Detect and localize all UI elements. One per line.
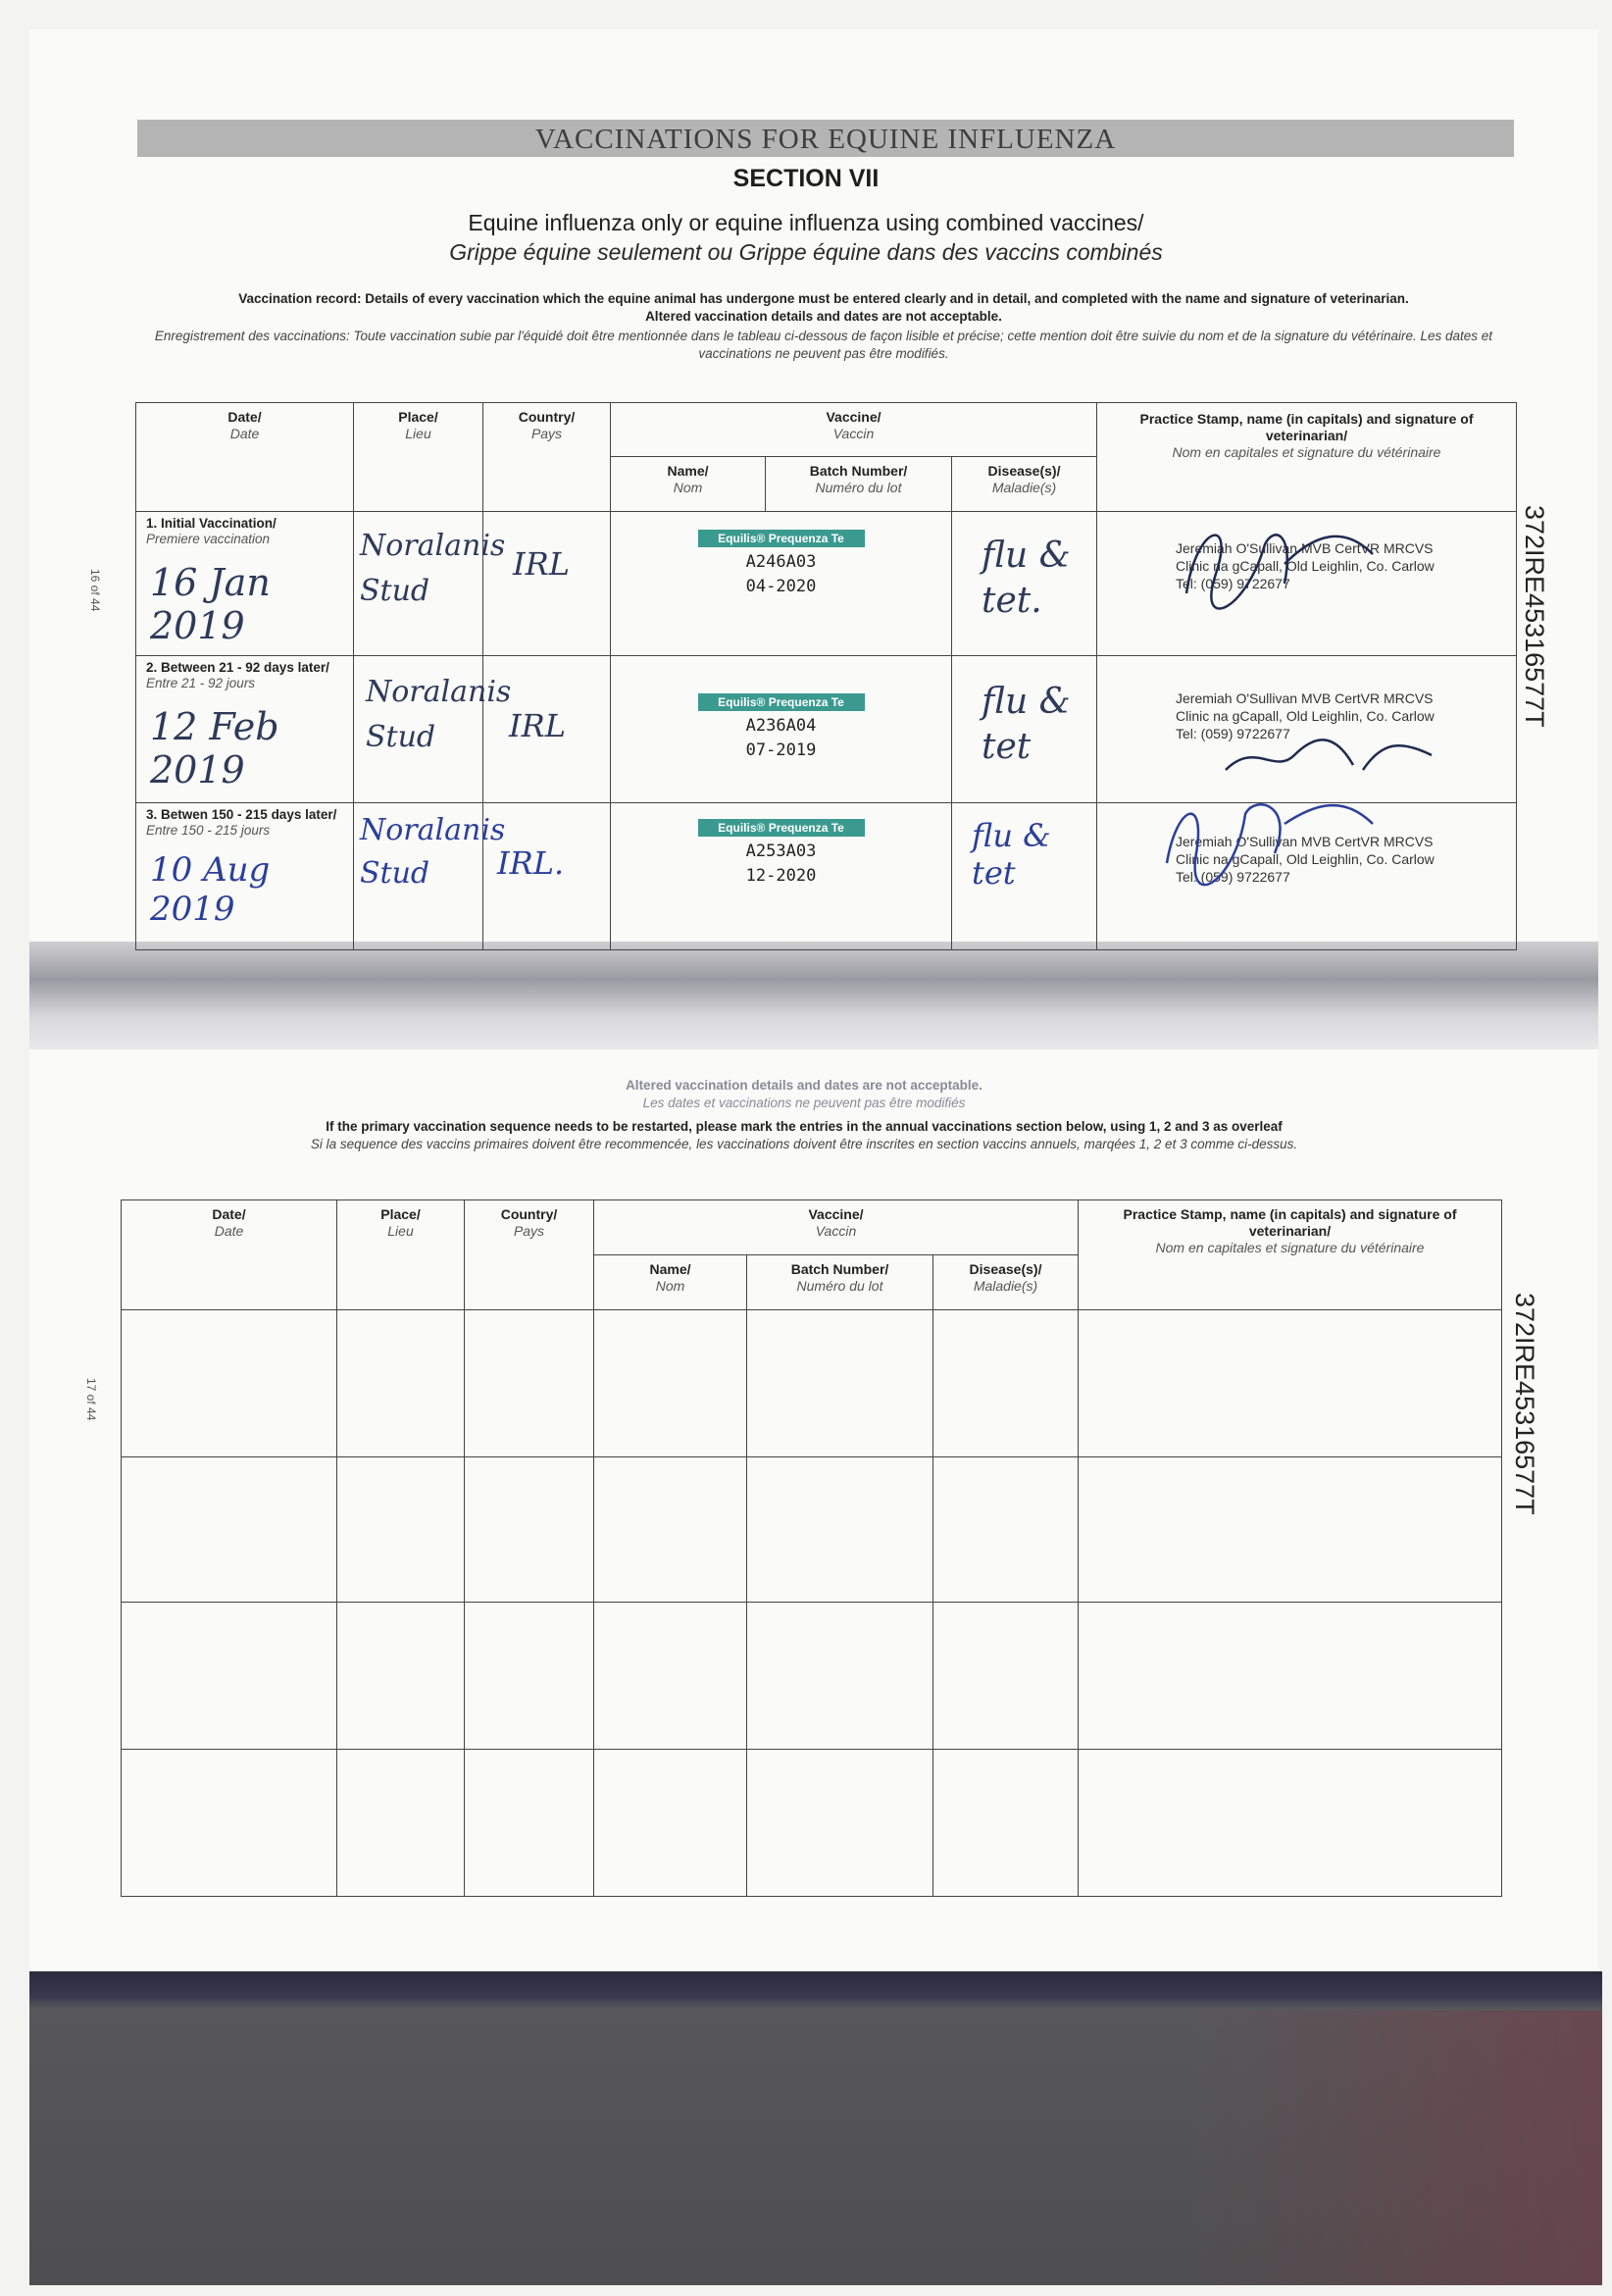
batch-cell[interactable] bbox=[747, 1457, 933, 1603]
header-date: Date/ Date bbox=[136, 403, 354, 512]
title-banner: VACCINATIONS FOR EQUINE INFLUENZA bbox=[137, 120, 1514, 157]
country-cell[interactable] bbox=[465, 1603, 594, 1750]
date-cell[interactable] bbox=[122, 1457, 337, 1603]
disease-value: flu & tet bbox=[982, 682, 1071, 767]
date-cell: 3. Betwen 150 - 215 days later/ Entre 150 - 215 jours 10 Aug 2019 bbox=[136, 803, 354, 950]
date-cell: 1. Initial Vaccination/ Premiere vaccination 16 Jan 2019 bbox=[136, 512, 354, 656]
page-number-top: 16 of 44 bbox=[88, 569, 102, 612]
expiry-date: 07-2019 bbox=[745, 740, 817, 760]
place-cell bbox=[354, 656, 512, 803]
batch-cell[interactable] bbox=[747, 1310, 933, 1457]
vaccine-name-cell[interactable] bbox=[594, 1603, 747, 1750]
stamp-cell[interactable] bbox=[1079, 1457, 1502, 1603]
vaccine-sticker-cell bbox=[611, 803, 952, 950]
date-cell: 2. Between 21 - 92 days later/ Entre 21 - 92 jours 12 Feb 2019 bbox=[136, 656, 354, 803]
header-batch: Batch Number/ Numéro du lot bbox=[766, 457, 952, 512]
vet-address: Clinic na gCapall, Old Leighlin, Co. Carlow bbox=[1176, 708, 1435, 724]
page-fold-shadow bbox=[29, 942, 1598, 1049]
section-title: SECTION VII bbox=[732, 165, 880, 192]
disease-value: flu & tet bbox=[972, 817, 1051, 892]
vaccine-name-label: Equilis® Prequenza Te bbox=[698, 530, 865, 547]
batch-cell[interactable] bbox=[747, 1603, 933, 1750]
record-instructions-fr: Enregistrement des vaccinations: Toute vaccination subie par l'équidé doit être mentionnée dans le tableau ci-dessous de façon lisible et précise; cette mention doit être suivie du nom et de la signature du vétérinaire. Les dates et vaccinations ne peuvent pas être modifiés. bbox=[154, 329, 1493, 361]
batch-number: A253A03 bbox=[745, 842, 817, 861]
vaccine-sticker-cell bbox=[611, 656, 952, 803]
disease-cell bbox=[952, 656, 1097, 803]
vet-name: Jeremiah O'Sullivan MVB CertVR MRCVS bbox=[1176, 834, 1434, 849]
header-stamp: Practice Stamp, name (in capitals) and signature of veterinarian/ Nom en capitales et signature du vétérinaire bbox=[1079, 1200, 1502, 1310]
batch-number: A236A04 bbox=[745, 716, 817, 736]
expiry-date: 04-2020 bbox=[745, 577, 817, 596]
header-vaccine: Vaccine/ Vaccin bbox=[594, 1200, 1079, 1255]
place-cell[interactable] bbox=[337, 1310, 465, 1457]
expiry-date: 12-2020 bbox=[745, 866, 817, 886]
table-row-empty bbox=[122, 1750, 1502, 1897]
header-vaccine-name: Name/ Nom bbox=[594, 1255, 747, 1310]
header-place: Place/ Lieu bbox=[354, 403, 483, 512]
header-place: Place/ Lieu bbox=[337, 1200, 465, 1310]
disease-cell[interactable] bbox=[933, 1310, 1079, 1457]
vaccine-name-cell[interactable] bbox=[594, 1457, 747, 1603]
header-vaccine: Vaccine/ Vaccin bbox=[611, 403, 1097, 457]
heading-fr: Grippe équine seulement ou Grippe équine dans des vaccins combinés bbox=[449, 239, 1163, 265]
vaccine-name-label: Equilis® Prequenza Te bbox=[698, 819, 865, 837]
date-cell[interactable] bbox=[122, 1603, 337, 1750]
horse-id-bottom: 372IRE45316577T bbox=[1510, 1293, 1539, 1515]
disease-value: flu & tet. bbox=[982, 536, 1071, 621]
vet-signature bbox=[1157, 505, 1412, 633]
disease-cell[interactable] bbox=[933, 1750, 1079, 1897]
vet-address: Clinic na gCapall, Old Leighlin, Co. Carlow bbox=[1176, 558, 1435, 574]
vaccine-name-cell[interactable] bbox=[594, 1750, 747, 1897]
header-country: Country/ Pays bbox=[465, 1200, 594, 1310]
date-value: 12 Feb 2019 bbox=[150, 705, 279, 791]
vet-phone: Tel: (059) 9722677 bbox=[1176, 869, 1290, 885]
vaccine-name-cell[interactable] bbox=[594, 1310, 747, 1457]
record-instructions-en: Vaccination record: Details of every vaccination which the equine animal has undergone must be entered clearly and in detail, and completed with the name and signature of veterinarian. Altered vaccination details and dates are not acceptable. bbox=[238, 291, 1409, 324]
place-cell bbox=[354, 803, 506, 950]
batch-cell[interactable] bbox=[747, 1750, 933, 1897]
place-value: Noralanis Stud bbox=[360, 529, 506, 608]
vet-signature bbox=[1216, 721, 1441, 790]
note-restart-en: If the primary vaccination sequence needs to be restarted, please mark the entries in the annual vaccinations section below, using 1, 2 and 3 as overleaf bbox=[326, 1119, 1283, 1134]
vet-name: Jeremiah O'Sullivan MVB CertVR MRCVS bbox=[1176, 540, 1434, 556]
scanner-background bbox=[29, 1971, 1602, 2285]
vaccine-sticker-cell bbox=[611, 512, 952, 656]
place-value: Noralanis Stud bbox=[360, 813, 506, 891]
country-cell[interactable] bbox=[465, 1750, 594, 1897]
place-cell bbox=[354, 512, 506, 656]
place-cell[interactable] bbox=[337, 1603, 465, 1750]
vet-phone: Tel: (059) 9722677 bbox=[1176, 576, 1290, 591]
vet-address: Clinic na gCapall, Old Leighlin, Co. Carlow bbox=[1176, 851, 1435, 867]
place-cell[interactable] bbox=[337, 1750, 465, 1897]
country-cell[interactable] bbox=[465, 1310, 594, 1457]
stamp-cell[interactable] bbox=[1079, 1750, 1502, 1897]
disease-cell[interactable] bbox=[933, 1603, 1079, 1750]
date-value: 16 Jan 2019 bbox=[150, 561, 271, 647]
stamp-cell[interactable] bbox=[1079, 1310, 1502, 1457]
vet-phone: Tel: (059) 9722677 bbox=[1176, 726, 1290, 741]
date-cell[interactable] bbox=[122, 1750, 337, 1897]
table-row-empty bbox=[122, 1603, 1502, 1750]
header-disease: Disease(s)/ Maladie(s) bbox=[952, 457, 1097, 512]
vaccine-name-label: Equilis® Prequenza Te bbox=[698, 693, 865, 711]
note-altered-fr: Les dates et vaccinations ne peuvent pas être modifiés bbox=[642, 1096, 966, 1110]
stamp-cell[interactable] bbox=[1079, 1603, 1502, 1750]
vaccination-table-restart bbox=[121, 1199, 1502, 1897]
country-value: IRL bbox=[509, 707, 566, 744]
header-vaccine-name: Name/ Nom bbox=[611, 457, 766, 512]
header-date: Date/ Date bbox=[122, 1200, 337, 1310]
batch-number: A246A03 bbox=[745, 552, 817, 572]
country-value: IRL. bbox=[497, 844, 565, 882]
disease-cell bbox=[952, 803, 1097, 950]
heading-en: Equine influenza only or equine influenza using combined vaccines/ bbox=[468, 210, 1144, 235]
disease-cell bbox=[952, 512, 1097, 656]
disease-cell[interactable] bbox=[933, 1457, 1079, 1603]
table-row-empty bbox=[122, 1457, 1502, 1603]
place-value: Noralanis Stud bbox=[366, 675, 512, 754]
vet-signature bbox=[1147, 785, 1383, 902]
note-restart-fr: Si la sequence des vaccins primaires doivent être recommencée, les vaccinations doivent être inscrites en section vaccins annuels, marqées 1, 2 et 3 comme ci-dessus. bbox=[310, 1137, 1298, 1151]
place-cell[interactable] bbox=[337, 1457, 465, 1603]
header-stamp: Practice Stamp, name (in capitals) and signature of veterinarian/ Nom en capitales et signature du vétérinaire bbox=[1097, 403, 1517, 512]
date-value: 10 Aug 2019 bbox=[150, 850, 271, 929]
header-country: Country/ Pays bbox=[483, 403, 611, 512]
page-number-bottom: 17 of 44 bbox=[84, 1378, 98, 1421]
date-cell[interactable] bbox=[122, 1310, 337, 1457]
country-value: IRL bbox=[513, 545, 570, 583]
header-disease: Disease(s)/ Maladie(s) bbox=[933, 1255, 1079, 1310]
note-altered-en: Altered vaccination details and dates are not acceptable. bbox=[626, 1078, 982, 1093]
header-batch: Batch Number/ Numéro du lot bbox=[747, 1255, 933, 1310]
country-cell[interactable] bbox=[465, 1457, 594, 1603]
table-row-empty bbox=[122, 1310, 1502, 1457]
vet-name: Jeremiah O'Sullivan MVB CertVR MRCVS bbox=[1176, 690, 1434, 706]
horse-id-top: 372IRE45316577T bbox=[1520, 505, 1549, 728]
